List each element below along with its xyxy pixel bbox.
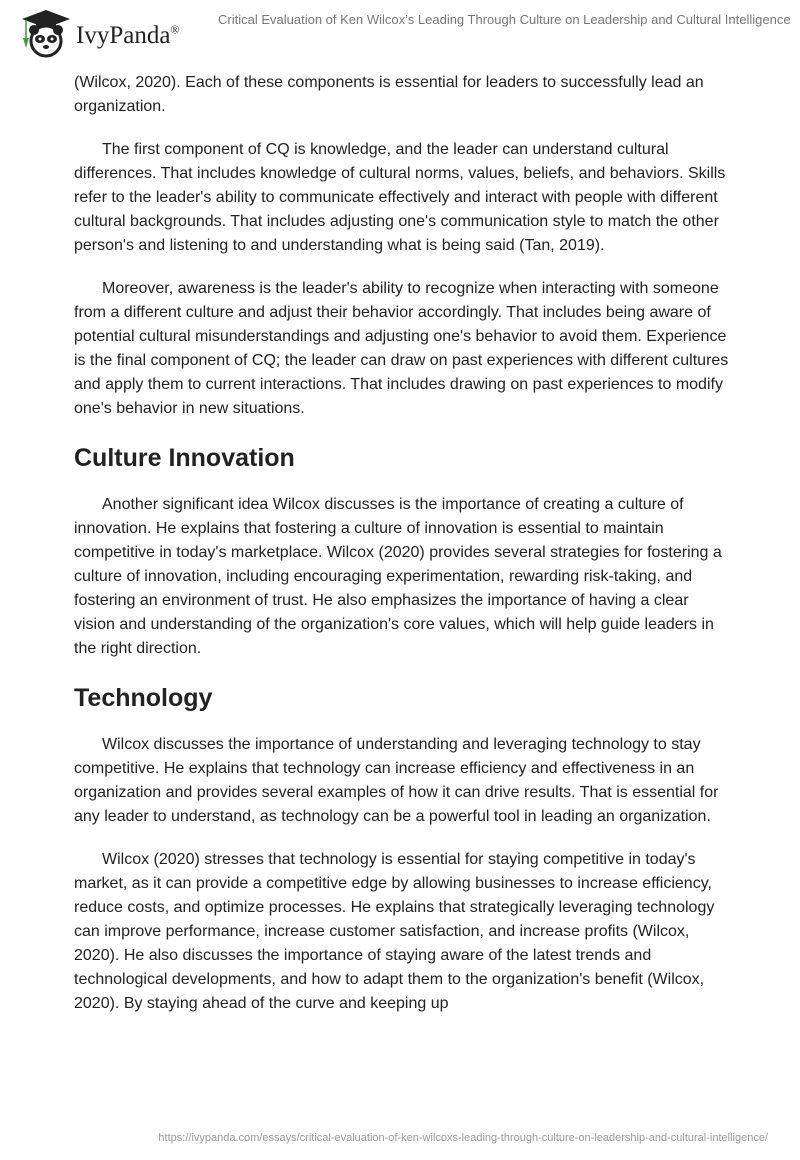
panda-graduate-icon: [18, 8, 74, 58]
page-header: [0, 0, 800, 60]
ivypanda-logo[interactable]: [18, 8, 180, 58]
section-heading: Culture Innovation: [74, 444, 295, 472]
essay-content: [74, 71, 732, 1035]
paragraph: Moreover, awareness is the leader's ability to recognize when interacting with someone from a different culture and adjust their behavior accordingly. That includes being aware of potential cultural misunderstandings and adjusting one's behavior to avoid them. Experience is the final component of CQ; the leader can draw on past experiences with different cultures and apply them to current interactions. That includes drawing on past experiences to modify one's behavior in new situations.: [74, 280, 729, 417]
paragraph: The first component of CQ is knowledge, and the leader can understand cultural differences. That includes knowledge of cultural norms, values, beliefs, and behaviors. Skills refer to the leader's ability to communicate effectively and interact with people with different cultural backgrounds. That includes adjusting one's communication style to match the other person's and listening to and understanding what is being said (Tan, 2019).: [74, 141, 726, 254]
source-url[interactable]: https://ivypanda.com/essays/critical-evaluation-of-ken-wilcoxs-leading-through-culture-on-leadership-and-cultural-intelligence/: [158, 1132, 768, 1144]
paragraph: Wilcox (2020) stresses that technology is essential for staying competitive in today's market, as it can provide a competitive edge by allowing businesses to increase efficiency, reduce costs, and optimize processes. He explains that strategically leveraging technology can improve performance, increase customer satisfaction, and increase profits (Wilcox, 2020). He also discusses the importance of staying aware of the latest trends and technological developments, and how to adapt them to the organization's benefit (Wilcox, 2020). By staying ahead of the curve and keeping up: [74, 851, 715, 1012]
document-title: Critical Evaluation of Ken Wilcox’s Leading Through Culture on Leadership and Cultural Intelligence: [218, 12, 791, 27]
paragraph: (Wilcox, 2020). Each of these components is essential for leaders to successfully lead an organization.: [74, 74, 704, 115]
paragraph: Wilcox discusses the importance of understanding and leveraging technology to stay competitive. He explains that technology can increase efficiency and effectiveness in an organization and provides several examples of how it can drive results. That is essential for any leader to understand, as technology can be a powerful tool in leading an organization.: [74, 736, 719, 825]
paragraph: Another significant idea Wilcox discusses is the importance of creating a culture of innovation. He explains that fostering a culture of innovation is essential to maintain competitive in today's marketplace. Wilcox (2020) provides several strategies for fostering a culture of innovation, including encouraging experimentation, rewarding risk-taking, and fostering an environment of trust. He also emphasizes the importance of having a clear vision and understanding of the organization's core values, which will help guide leaders in the right direction.: [74, 496, 722, 657]
section-heading: Technology: [74, 684, 213, 712]
logo-text: IvyPanda®: [76, 22, 180, 49]
